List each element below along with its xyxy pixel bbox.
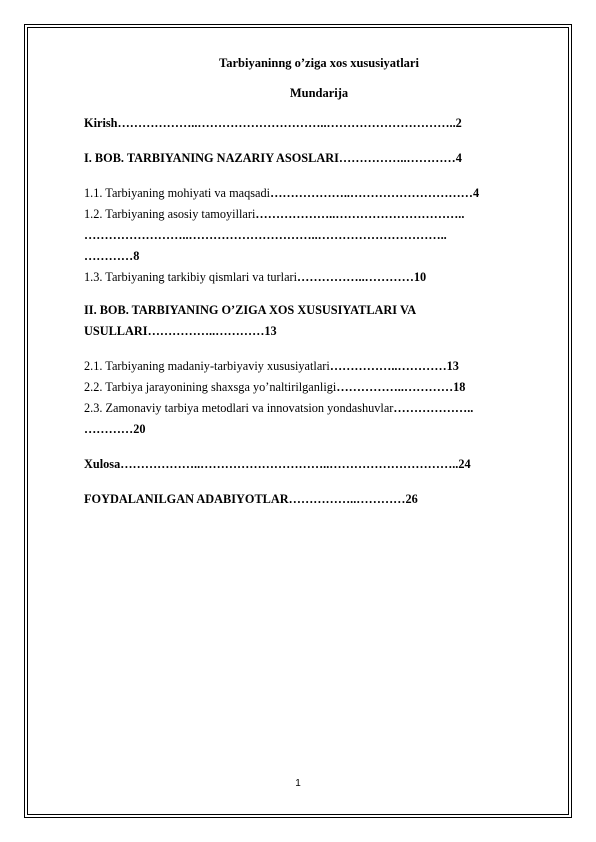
document-page [84,54,532,510]
toc-entry-label: 1.1. Tarbiyaning mohiyati va maqsadi [84,186,271,200]
page-number: 1 [295,778,301,789]
toc-page-number: 20 [133,422,146,436]
toc-page-number: 13 [264,324,277,338]
toc-leader-dots: ……………..………… [147,324,265,338]
toc-page-number: 26 [405,492,418,506]
toc-entry-label: 2.1. Tarbiyaning madaniy-tarbiyaviy xususiyatlari [84,359,330,373]
toc-leader-dots: ………………..………………………… [270,186,473,200]
toc-entry-label: Xulosa [84,457,121,471]
toc-leader-dots: ……………….. [393,401,474,415]
toc-page-number: 18 [453,380,466,394]
toc-entry-1-2-continued [84,225,532,246]
toc-entry-label: I. BOB. TARBIYANING NAZARIY ASOSLARI [84,151,339,165]
toc-entry-chapter-1[interactable] [84,148,532,169]
toc-leader-dots: ……………..………… [297,270,414,284]
toc-page-number: 4 [455,151,462,165]
toc-entry-label: 1.3. Tarbiyaning tarkibiy qismlari va turlari [84,270,298,284]
toc-entry-1-1[interactable] [84,183,532,204]
toc-entry-chapter-2[interactable] [84,300,532,321]
toc-leader-dots: ……………………..…………………………..………………………….. [84,228,447,242]
toc-heading: Mundarija [289,86,349,100]
toc-leader-dots: ……………..………… [338,151,456,165]
toc-leader-dots: ………………..………………………….. [255,207,465,221]
toc-leader-dots: ………………..…………………………..………………………….. [117,116,456,130]
toc-entry-label: USULLARI [84,324,148,338]
toc-page-number: 8 [133,249,140,263]
toc-entry-label: Kirish [84,116,118,130]
toc-entry-label: 1.2. Tarbiyaning asosiy tamoyillari [84,207,256,221]
toc-entry-1-2[interactable] [84,204,532,225]
toc-entry-2-1[interactable] [84,356,532,377]
table-of-contents [84,113,532,510]
toc-entry-2-3[interactable] [84,398,532,419]
document-title: Tarbiyaninng o’ziga xos xususiyatlari [219,56,419,70]
toc-entry-references[interactable] [84,489,532,510]
toc-leader-dots: ………………..…………………………..………………………….. [120,457,459,471]
toc-leader-dots: ……………..………… [336,380,454,394]
toc-entry-chapter-2-continued[interactable] [84,321,532,342]
toc-entry-2-3-page [84,419,532,440]
toc-entry-label: II. BOB. TARBIYANING O’ZIGA XOS XUSUSIYATLARI VA [84,303,417,317]
toc-entry-1-3[interactable] [84,267,532,288]
toc-leader-dots: ……………..………… [288,492,406,506]
toc-page-number: 4 [472,186,480,200]
toc-page-number: 2 [455,116,462,130]
toc-entry-kirish[interactable] [84,113,532,134]
toc-entry-label: 2.2. Tarbiya jarayonining shaxsga yo’naltirilganligi [84,380,337,394]
toc-entry-label: 2.3. Zamonaviy tarbiya metodlari va innovatsion yondashuvlar [84,401,394,415]
toc-entry-xulosa[interactable] [84,454,532,475]
toc-page-number: 13 [446,359,459,373]
toc-entry-label: FOYDALANILGAN ADABIYOTLAR [84,492,289,506]
toc-page-number: 24 [458,457,471,471]
toc-leader-dots: ………… [84,249,134,263]
toc-entry-2-2[interactable] [84,377,532,398]
toc-page-number: 10 [413,270,427,284]
toc-leader-dots: ……………..………… [329,359,447,373]
toc-leader-dots: ………… [84,422,134,436]
toc-entry-1-2-page [84,246,532,267]
